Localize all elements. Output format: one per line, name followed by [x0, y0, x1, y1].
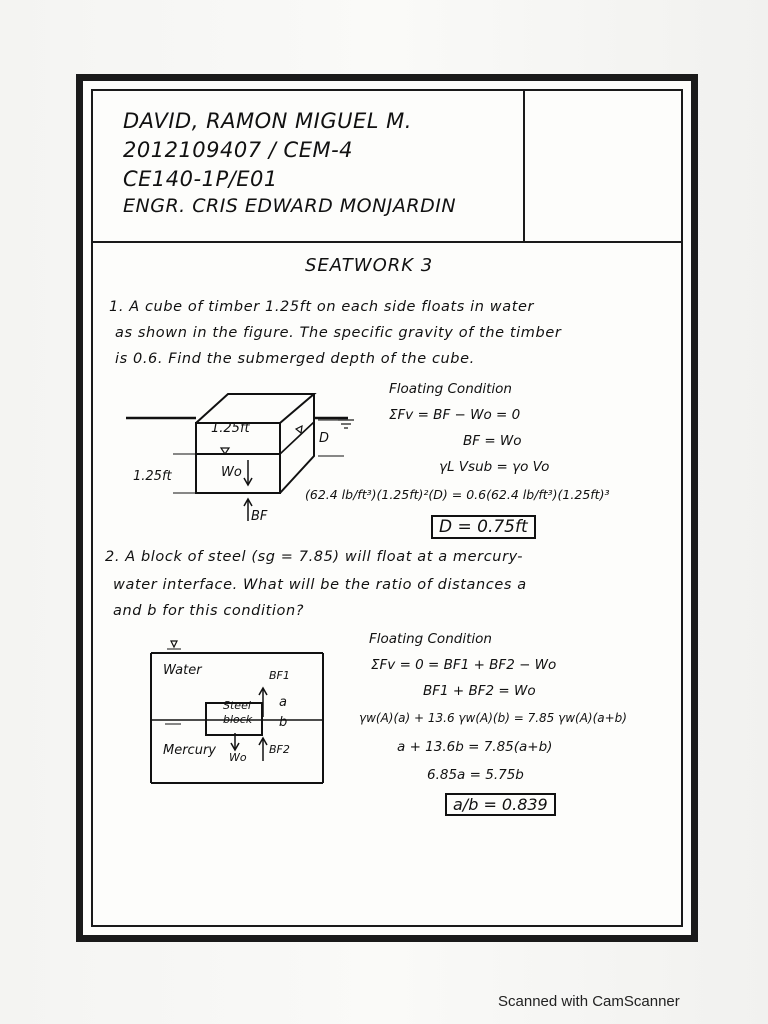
block-label-steel: Steel	[223, 699, 251, 712]
worksheet-inner-frame	[91, 89, 683, 927]
p1-eq-3: γL Vsub = γo Vo	[439, 459, 550, 475]
p2-solution-heading: Floating Condition	[369, 631, 492, 647]
instructor-name: ENGR. CRIS EDWARD MONJARDIN	[123, 195, 457, 217]
buoyancy-label: BF	[251, 509, 268, 524]
header-divider	[523, 91, 525, 241]
p1-answer-box: D = 0.75ft	[431, 515, 536, 539]
worksheet-frame	[76, 74, 698, 942]
problem1-line-3: is 0.6. Find the submerged depth of the cube.	[115, 351, 475, 367]
b-label: b	[279, 715, 288, 730]
p2-eq-3: γw(A)(a) + 13.6 γw(A)(b) = 7.85 γw(A)(a+b)	[359, 711, 627, 725]
p1-eq-4: (62.4 lb/ft³)(1.25ft)²(D) = 0.6(62.4 lb/ft³)(1.25ft)³	[305, 487, 610, 502]
cube-side-label: 1.25ft	[211, 421, 250, 436]
p1-eq-1: ΣFv = BF − Wo = 0	[389, 407, 521, 423]
student-id: 2012109407 / CEM-4	[123, 138, 354, 162]
bf1-label: BF1	[269, 669, 290, 682]
mercury-label: Mercury	[163, 743, 216, 758]
p1-eq-2: BF = Wo	[463, 433, 522, 449]
course-section: CE140-1P/E01	[123, 167, 278, 191]
p2-eq-5: 6.85a = 5.75b	[427, 767, 524, 783]
weight-label: Wo	[221, 465, 242, 480]
p2-answer-box: a/b = 0.839	[445, 793, 556, 816]
header-box	[93, 91, 681, 243]
p2-eq-2: BF1 + BF2 = Wo	[423, 683, 536, 699]
p1-solution-heading: Floating Condition	[389, 381, 512, 397]
depth-label: D	[319, 431, 330, 446]
page-title: SEATWORK 3	[305, 255, 434, 276]
problem1-line-2: as shown in the figure. The specific gravity of the timber	[115, 325, 562, 341]
p2-eq-1: ΣFv = 0 = BF1 + BF2 − Wo	[371, 657, 557, 673]
steel-weight-label: Wo	[229, 751, 247, 764]
a-label: a	[279, 695, 287, 710]
water-label: Water	[163, 663, 202, 678]
problem2-line-2: water interface. What will be the ratio of distances a	[113, 577, 527, 593]
p2-eq-4: a + 13.6b = 7.85(a+b)	[397, 739, 553, 755]
block-label-block: block	[223, 713, 253, 726]
problem2-line-1: 2. A block of steel (sg = 7.85) will float at a mercury-	[105, 549, 524, 565]
cube-height-label: 1.25ft	[133, 469, 172, 484]
bf2-label: BF2	[269, 743, 290, 756]
camscanner-watermark: Scanned with CamScanner	[498, 993, 680, 1010]
problem2-line-3: and b for this condition?	[113, 603, 305, 619]
cube-figure	[118, 386, 378, 526]
problem1-line-1: 1. A cube of timber 1.25ft on each side floats in water	[109, 299, 535, 315]
student-name: DAVID, RAMON MIGUEL M.	[123, 109, 412, 133]
